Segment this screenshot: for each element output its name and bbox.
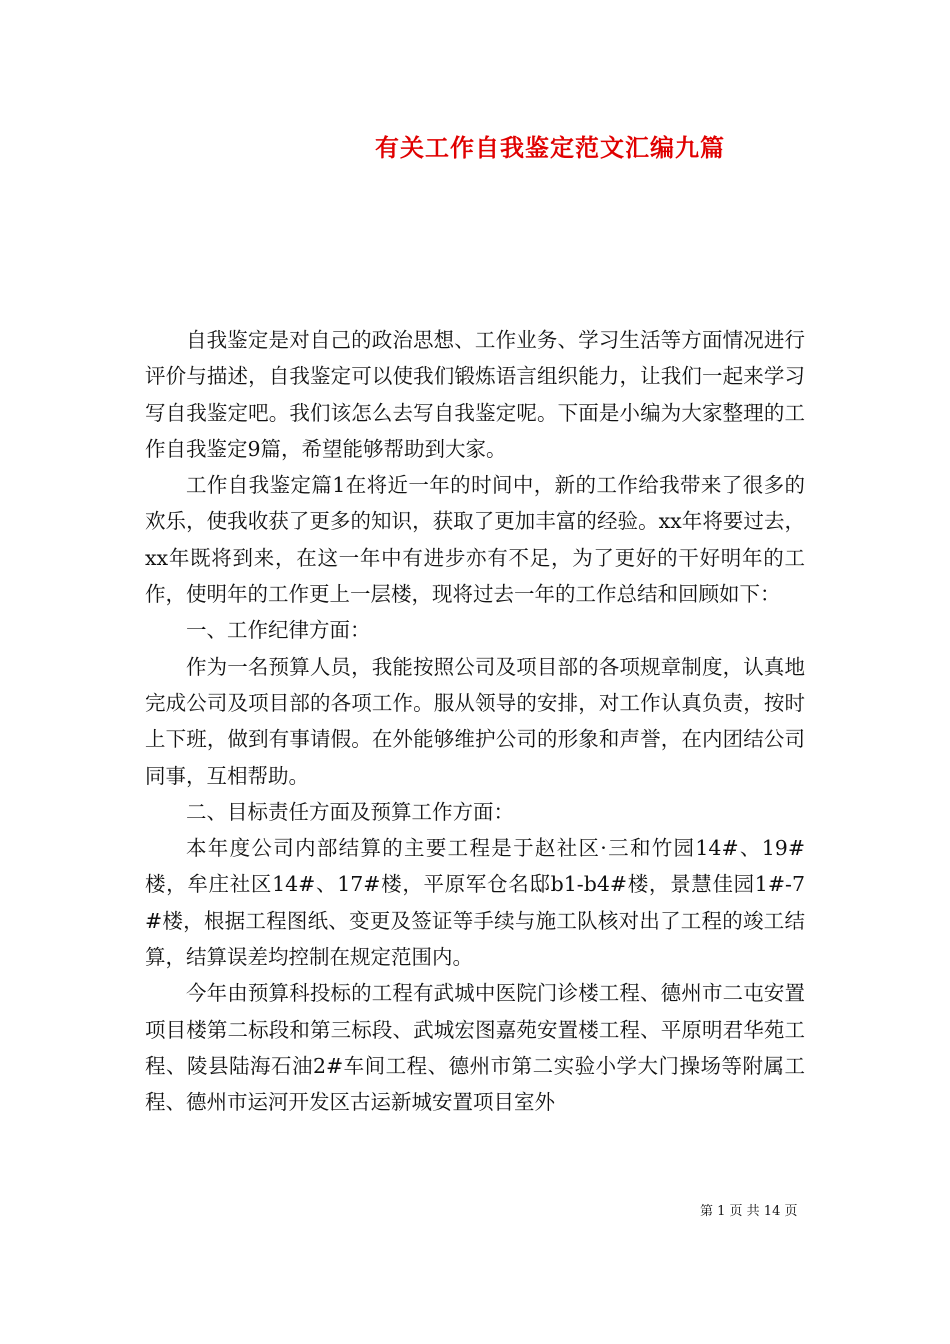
paragraph-bidding: 今年由预算科投标的工程有武城中医院门诊楼工程、德州市二屯安置项目楼第二标段和第三标段、武城宏图嘉苑安置楼工程、平原明君华苑工程、陵县陆海石油2#车间工程、德州市第二实验小学大门操场等附属工程、德州市运河开发区古运新城安置项目室外 (145, 981, 805, 1115)
section-heading-discipline: 一、工作纪律方面： (186, 618, 371, 643)
paragraph-discipline: 作为一名预算人员，我能按照公司及项目部的各项规章制度，认真地完成公司及项目部的各项工作。服从领导的安排，对工作认真负责，按时上下班，做到有事请假。在外能够维护公司的形象和声誉，在内团结公司同事，互相帮助。 (145, 654, 805, 788)
section-heading-targets: 二、目标责任方面及预算工作方面： (186, 799, 514, 824)
paragraph-settlement: 本年度公司内部结算的主要工程是于赵社区·三和竹园14#、19#楼，牟庄社区14#、17#楼，平原军仓名邸b1-b4#楼，景慧佳园1#-7#楼，根据工程图纸、变更及签证等手续与施工队核对出了工程的竣工结算，结算误差均控制在规定范围内。 (145, 836, 805, 970)
document-body (145, 322, 805, 1121)
document-title: 有关工作自我鉴定范文汇编九篇 (375, 133, 725, 162)
paragraph-article-1: 工作自我鉴定篇1在将近一年的时间中，新的工作给我带来了很多的欢乐，使我收获了更多的知识，获取了更加丰富的经验。xx年将要过去，xx年既将到来，在这一年中有进步亦有不足，为了更好的干好明年的工作，使明年的工作更上一层楼，现将过去一年的工作总结和回顾如下： (145, 473, 805, 607)
paragraph-intro: 自我鉴定是对自己的政治思想、工作业务、学习生活等方面情况进行评价与描述，自我鉴定可以使我们锻炼语言组织能力，让我们一起来学习写自我鉴定吧。我们该怎么去写自我鉴定呢。下面是小编为大家整理的工作自我鉴定9篇，希望能够帮助到大家。 (145, 328, 805, 461)
page-number: 第 1 页 共 14 页 (700, 1204, 798, 1219)
